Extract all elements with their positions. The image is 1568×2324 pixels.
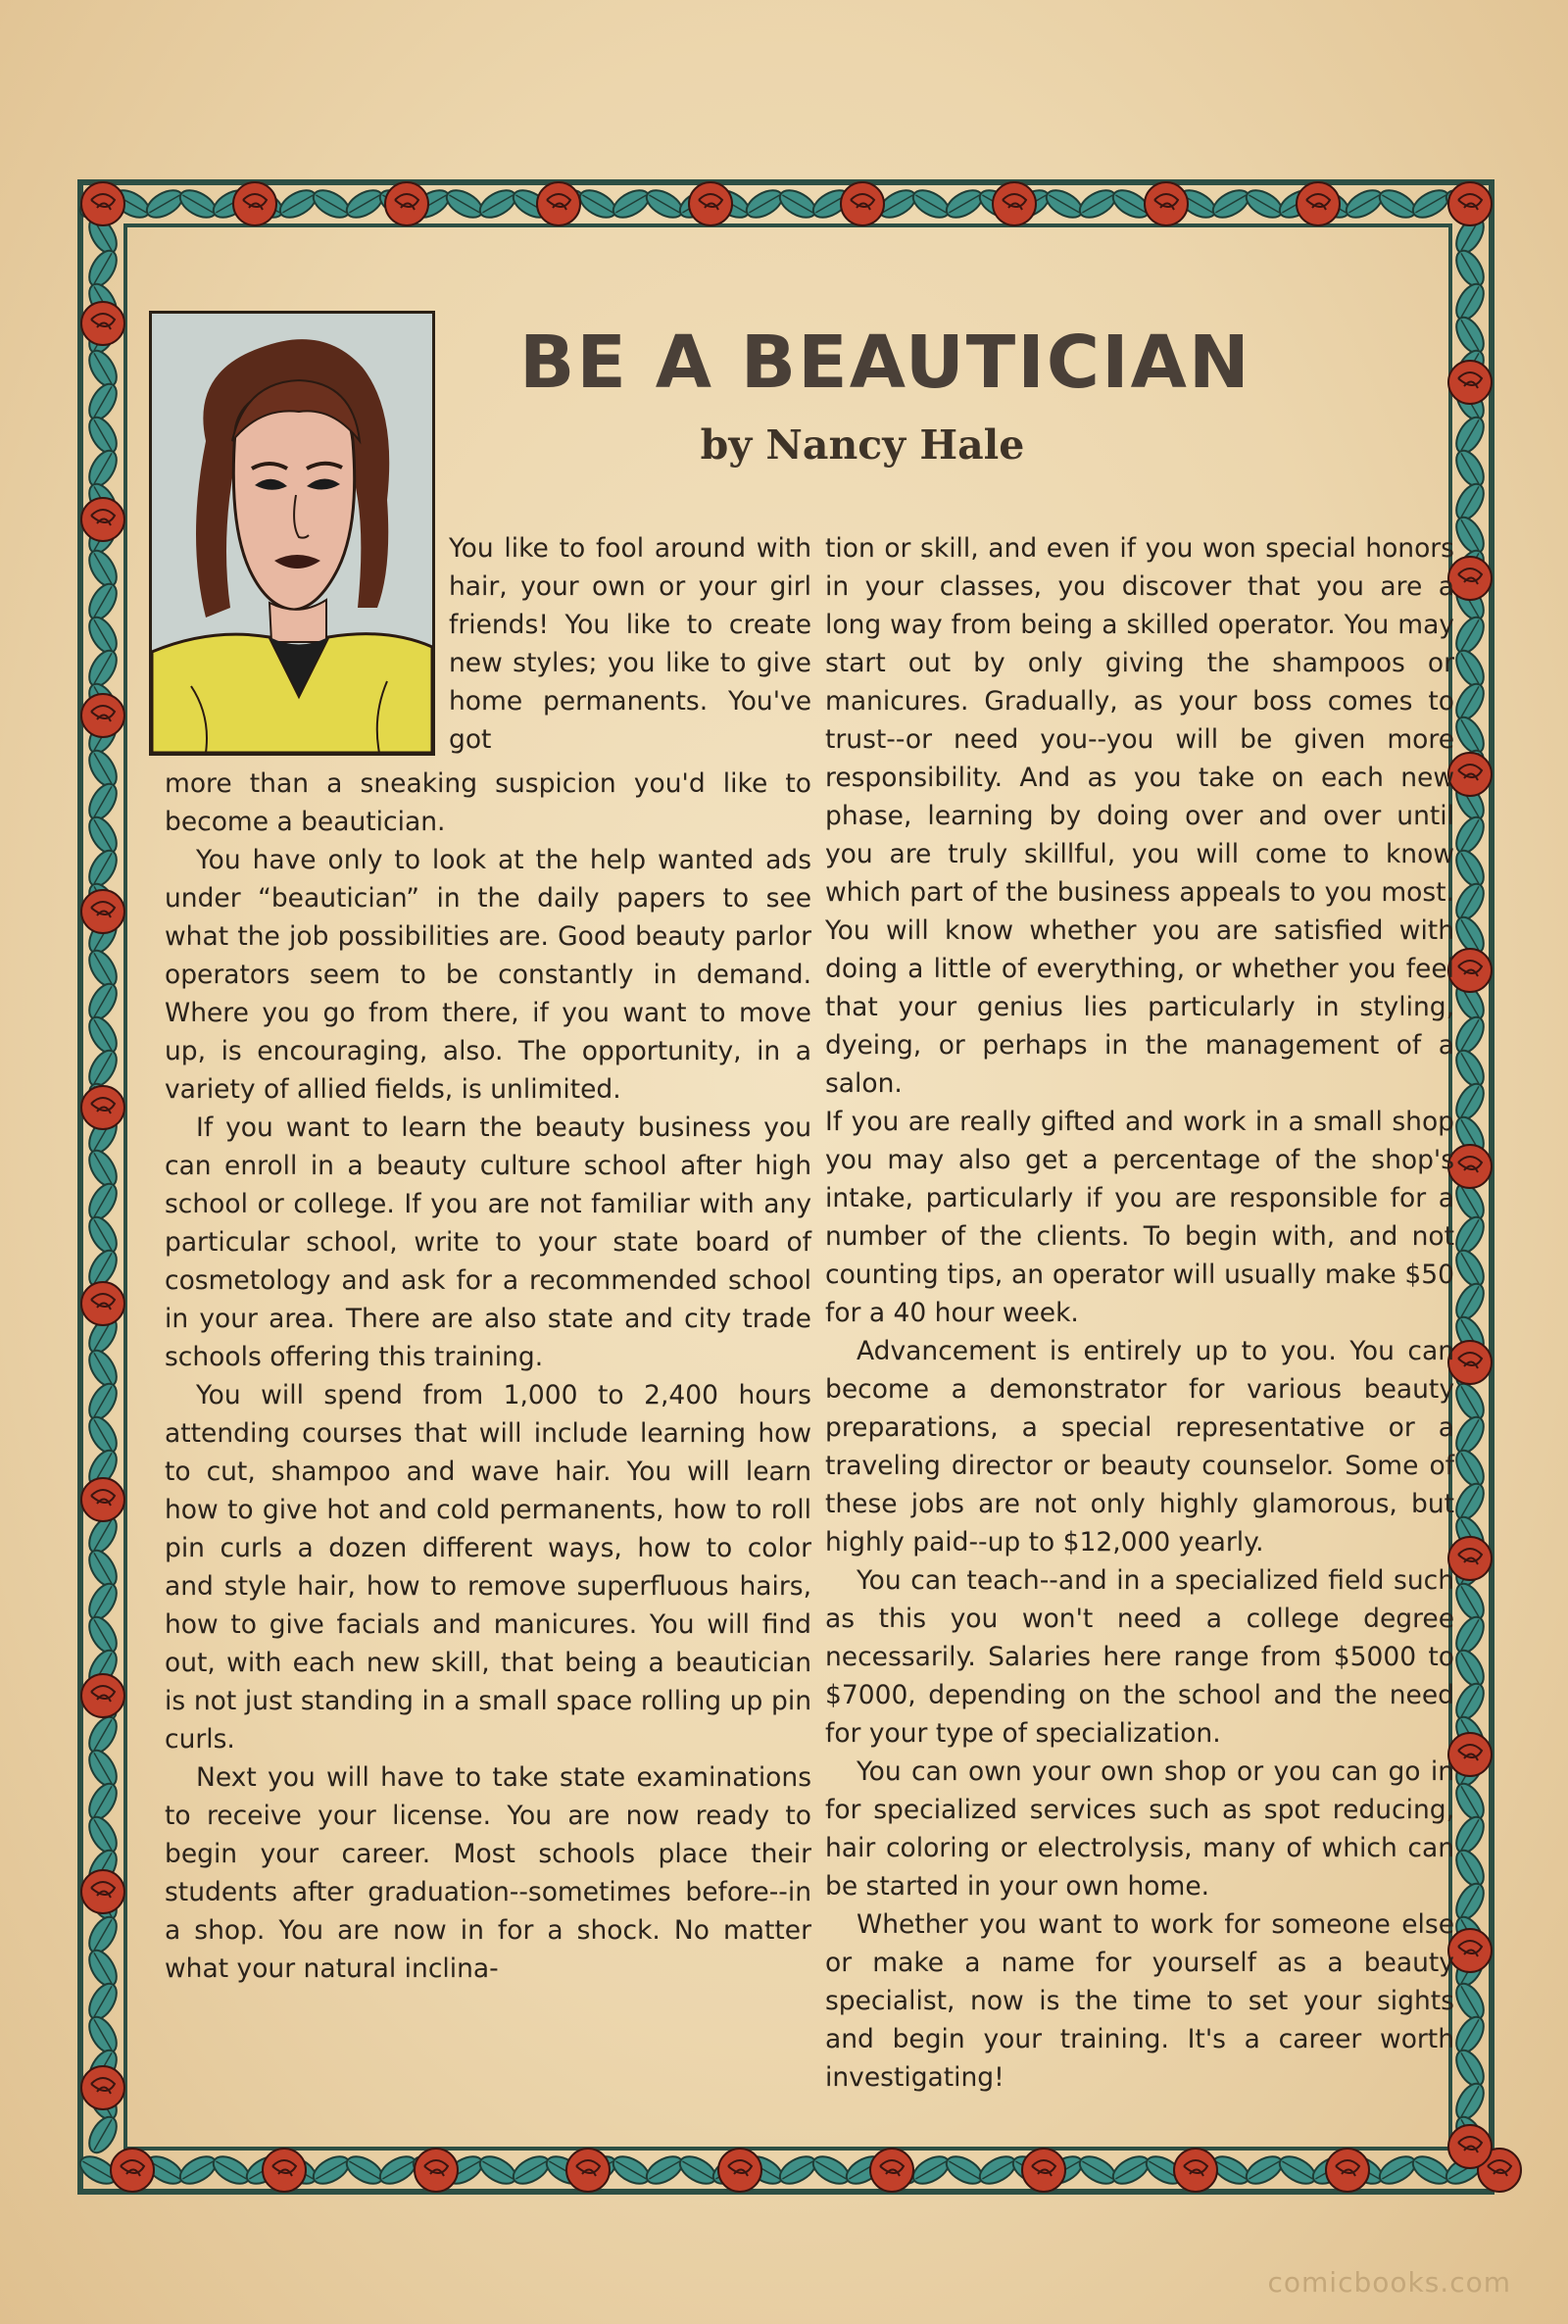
leaf-icon: [83, 1979, 122, 2024]
leaf-icon: [83, 779, 122, 824]
leaf-icon: [1075, 2151, 1120, 2189]
leaf-icon: [1450, 479, 1489, 524]
leaf-icon: [1450, 1046, 1489, 1091]
leaf-icon: [1242, 2151, 1287, 2189]
intro-continued: more than a sneaking suspicion you'd like to become a beautician.: [165, 768, 811, 837]
leaf-icon: [1075, 184, 1120, 223]
leaf-icon: [1375, 184, 1420, 223]
left-paragraph: Next you will have to take state examinations to receive your license. You are now ready to begin your career. Most schools place their students after graduation--sometimes before--in a shop. You are now in for a shock. No matter what your natural inclina-: [165, 1762, 811, 1984]
leaf-icon: [1408, 184, 1453, 223]
rose-icon: [385, 182, 428, 225]
leaf-icon: [83, 1146, 122, 1191]
leaf-icon: [742, 184, 787, 223]
rose-icon: [81, 1674, 124, 1717]
leaf-icon: [83, 1579, 122, 1624]
leaf-icon: [475, 2151, 520, 2189]
rose-icon: [870, 2149, 913, 2192]
woman-portrait-icon: [152, 314, 432, 753]
leaf-icon: [83, 2112, 122, 2157]
leaf-icon: [1450, 1246, 1489, 1291]
leaf-icon: [83, 1046, 122, 1091]
rose-icon: [1022, 2149, 1065, 2192]
rose-icon: [81, 2066, 124, 2109]
right-column: [825, 529, 1454, 2097]
leaf-icon: [1450, 1812, 1489, 1857]
leaf-icon: [975, 2151, 1020, 2189]
leaf-icon: [1450, 513, 1489, 558]
leaf-icon: [1450, 813, 1489, 858]
leaf-icon: [1450, 2012, 1489, 2057]
leaf-icon: [83, 746, 122, 791]
leaf-icon: [1450, 1679, 1489, 1724]
leaf-icon: [1450, 1212, 1489, 1258]
leaf-icon: [1450, 1079, 1489, 1124]
leaf-icon: [1450, 1279, 1489, 1324]
leaf-icon: [375, 2151, 420, 2189]
leaf-icon: [83, 1379, 122, 1424]
leaf-icon: [908, 184, 954, 223]
right-paragraph: Whether you want to work for someone else or make a name for yourself as a beauty specialist, now is the time to set your sights and begin your training. It's a career worth investigating!: [825, 1909, 1454, 2093]
rose-icon: [993, 182, 1036, 225]
rose-icon: [81, 694, 124, 737]
leaf-icon: [83, 1013, 122, 1058]
leaf-icon: [83, 1712, 122, 1757]
rose-icon: [81, 182, 124, 225]
leaf-icon: [1450, 1779, 1489, 1824]
rose-icon: [81, 1870, 124, 1913]
leaf-icon: [675, 2151, 720, 2189]
leaf-icon: [83, 1746, 122, 1791]
leaf-icon: [1450, 1446, 1489, 1491]
leaf-icon: [83, 2012, 122, 2057]
leaf-icon: [509, 2151, 554, 2189]
leaf-icon: [1450, 313, 1489, 358]
intro-wrap-text: [449, 529, 811, 759]
site-watermark: comicbooks.com: [1267, 2266, 1511, 2299]
leaf-icon: [83, 1912, 122, 1957]
leaf-icon: [1450, 646, 1489, 691]
rose-icon: [1174, 2149, 1217, 2192]
leaf-icon: [1242, 184, 1287, 223]
rose-icon: [81, 498, 124, 541]
rose-icon: [81, 302, 124, 345]
leaf-icon: [1450, 613, 1489, 658]
leaf-icon: [83, 813, 122, 858]
rose-icon: [841, 182, 884, 225]
leaf-icon: [1450, 1979, 1489, 2024]
right-paragraph: Advancement is entirely up to you. You can become a demonstrator for various beauty preparations, a special representative or a traveling director or beauty counselor. Some of these jobs are not only highly glamorous, but highly paid--up to $12,000 yearly.: [825, 1336, 1454, 1558]
leaf-icon: [775, 184, 820, 223]
leaf-icon: [83, 1346, 122, 1391]
rose-icon: [81, 1282, 124, 1325]
leaf-icon: [1450, 2046, 1489, 2091]
leaf-icon: [342, 184, 387, 223]
leaf-icon: [83, 1412, 122, 1458]
leaf-icon: [83, 979, 122, 1024]
leaf-icon: [1450, 846, 1489, 891]
leaf-icon: [83, 846, 122, 891]
left-paragraph: If you want to learn the beauty business you can enroll in a beauty culture school after high school or college. If you are not familiar with any particular school, write to your state board of cosmetology and ask for a recommended school in your area. There are also state and city trade schools offering this training.: [165, 1113, 811, 1372]
leaf-icon: [942, 184, 987, 223]
leaf-icon: [1450, 1379, 1489, 1424]
rose-icon: [1297, 182, 1340, 225]
leaf-icon: [1042, 184, 1087, 223]
leaf-icon: [209, 2151, 254, 2189]
leaf-icon: [1450, 1879, 1489, 1924]
leaf-icon: [1450, 1479, 1489, 1524]
rose-icon: [263, 2149, 306, 2192]
leaf-icon: [83, 1179, 122, 1224]
leaf-icon: [142, 184, 187, 223]
leaf-icon: [1450, 2079, 1489, 2124]
right-continuation: tion or skill, and even if you won special honors in your classes, you discover that you are a long way from being a skilled operator. You may start out by only giving the shampoos or manicures. Gradually, as your boss comes to trust--or need you--you will be given more responsibility. And as you take on each new phase, learning by doing over and over until you are truly skillful, you will come to know which part of the business appeals to you most. You will know whether you are satisfied with doing a little of everything, or whether you feel that your genius lies particularly in styling, dyeing, or perhaps in the management of a salon.: [825, 533, 1454, 1099]
leaf-icon: [1450, 879, 1489, 924]
leaf-icon: [83, 1546, 122, 1591]
leaf-icon: [83, 946, 122, 991]
leaf-icon: [83, 446, 122, 491]
article-panel: [137, 299, 1455, 2142]
leaf-icon: [1450, 679, 1489, 724]
leaf-icon: [83, 379, 122, 424]
portrait-illustration: [149, 311, 435, 756]
leaf-icon: [1450, 1412, 1489, 1458]
leaf-icon: [83, 1212, 122, 1258]
leaf-icon: [1342, 184, 1387, 223]
leaf-icon: [309, 2151, 354, 2189]
rose-icon: [537, 182, 580, 225]
leaf-icon: [1450, 279, 1489, 324]
right-paragraph: You can own your own shop or you can go in for specialized services such as spot reducing, hair coloring or electrolysis, many of which can be started in your own home.: [825, 1756, 1454, 1902]
leaf-icon: [1450, 246, 1489, 291]
leaf-icon: [942, 2151, 987, 2189]
right-paragraph: If you are really gifted and work in a small shop you may also get a percentage of the shop's intake, particularly if you are responsible for a number of the clients. To begin with, and not counting tips, an operator will usually make $50 for a 40 hour week.: [825, 1107, 1454, 1328]
leaf-icon: [83, 346, 122, 391]
leaf-icon: [475, 184, 520, 223]
right-paragraph: You can teach--and in a specialized field such as this you won't need a college degree necessarily. Salaries here range from $5000 to $7000, depending on the school and the need for your type of specialization.: [825, 1565, 1454, 1749]
rose-icon: [718, 2149, 761, 2192]
leaf-icon: [83, 546, 122, 591]
rose-icon: [1145, 182, 1188, 225]
leaf-icon: [275, 184, 320, 223]
leaf-icon: [1450, 713, 1489, 758]
leaf-icon: [342, 2151, 387, 2189]
leaf-icon: [808, 2151, 854, 2189]
leaf-icon: [83, 246, 122, 291]
left-paragraph: You will spend from 1,000 to 2,400 hours attending courses that will include learning how to cut, shampoo and wave hair. You will learn how to give hot and cold permanents, how to roll pin curls a dozen different ways, how to color and style hair, how to remove superfluous hairs, how to give facials and manicures. You will find out, with each new skill, that being a beautician is not just standing in a small space rolling up pin curls.: [165, 1380, 811, 1755]
rose-icon: [81, 1086, 124, 1129]
leaf-icon: [642, 184, 687, 223]
leaf-icon: [1275, 2151, 1320, 2189]
leaf-icon: [775, 2151, 820, 2189]
leaf-icon: [609, 184, 654, 223]
leaf-icon: [83, 1612, 122, 1657]
leaf-icon: [1450, 446, 1489, 491]
leaf-icon: [908, 2151, 954, 2189]
rose-icon: [233, 182, 276, 225]
left-paragraph: You have only to look at the help wanted ads under “beautician” in the daily papers to see what the job possibilities are. Good beauty parlor operators seem to be constantly in demand. Where you go from there, if you want to move up, is encouraging, also. The opportunity, in a variety of allied fields, is unlimited.: [165, 845, 811, 1105]
leaf-icon: [1375, 2151, 1420, 2189]
leaf-icon: [442, 184, 487, 223]
leaf-icon: [1450, 413, 1489, 458]
leaf-icon: [575, 184, 620, 223]
intro-paragraph: You like to fool around with hair, your own or your girl friends! You like to create new styles; you like to give home permanents. You've got: [449, 533, 811, 755]
leaf-icon: [609, 2151, 654, 2189]
rose-icon: [81, 1478, 124, 1521]
leaf-icon: [83, 413, 122, 458]
leaf-icon: [83, 613, 122, 658]
leaf-icon: [1208, 184, 1253, 223]
rose-icon: [1448, 182, 1492, 225]
leaf-icon: [642, 2151, 687, 2189]
leaf-icon: [1108, 2151, 1153, 2189]
leaf-icon: [1450, 1612, 1489, 1657]
leaf-icon: [83, 579, 122, 624]
left-column: [165, 765, 811, 1988]
leaf-icon: [83, 646, 122, 691]
article-byline: by Nancy Hale: [700, 421, 1025, 469]
rose-icon: [1326, 2149, 1369, 2192]
leaf-icon: [1450, 1846, 1489, 1891]
rose-icon: [111, 2149, 154, 2192]
leaf-icon: [1408, 2151, 1453, 2189]
rose-icon: [415, 2149, 458, 2192]
leaf-icon: [1450, 1646, 1489, 1691]
leaf-icon: [1450, 1013, 1489, 1058]
rose-icon: [81, 890, 124, 933]
leaf-icon: [175, 2151, 220, 2189]
leaf-icon: [309, 184, 354, 223]
article-title: BE A BEAUTICIAN: [519, 321, 1251, 405]
rose-icon: [566, 2149, 610, 2192]
rose-icon: [689, 182, 732, 225]
leaf-icon: [175, 184, 220, 223]
leaf-icon: [83, 1779, 122, 1824]
leaf-icon: [83, 1946, 122, 1991]
leaf-icon: [83, 1812, 122, 1857]
leaf-icon: [1450, 1579, 1489, 1624]
